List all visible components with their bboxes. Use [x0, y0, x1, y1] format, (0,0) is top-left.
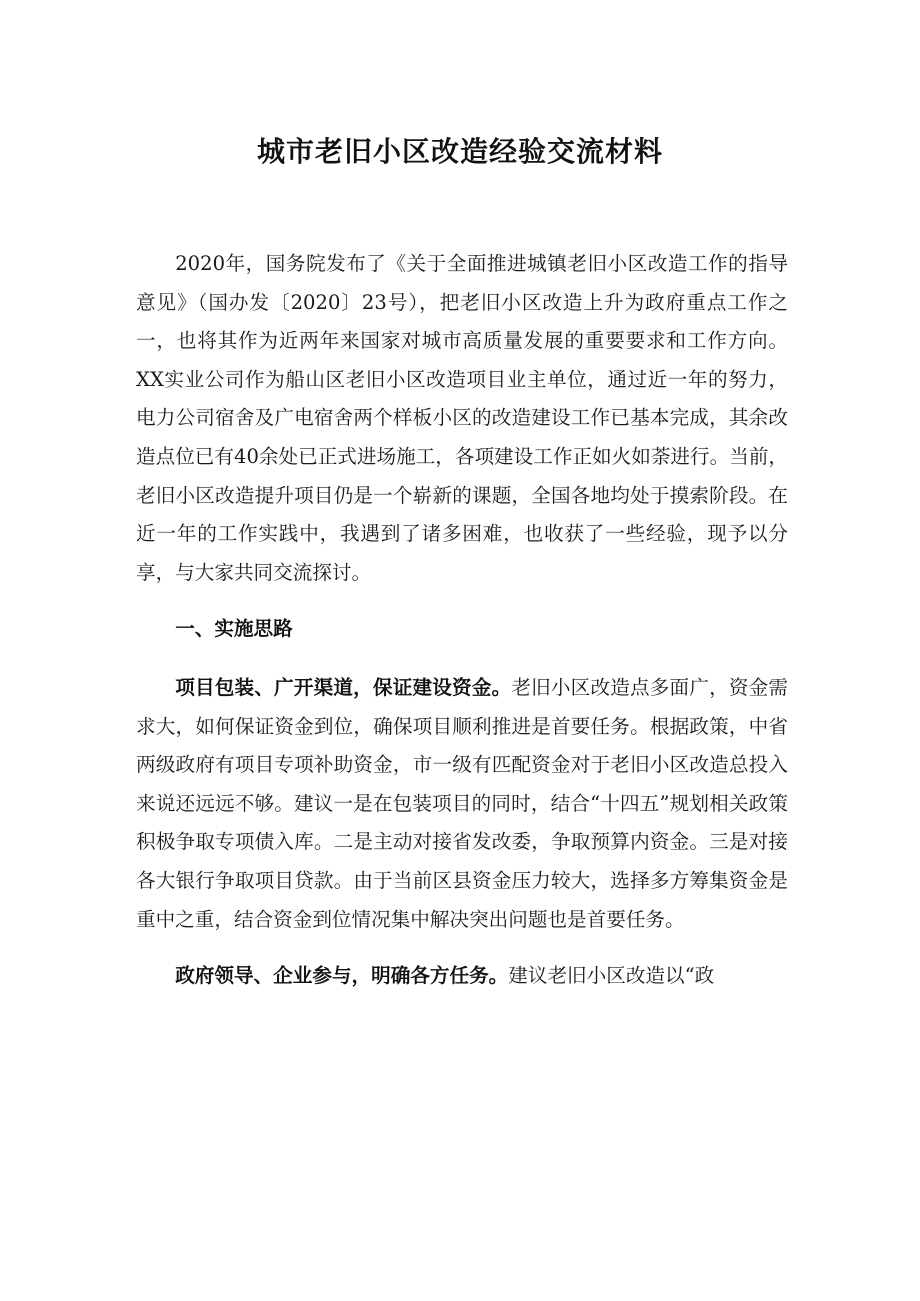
paragraph-roles-lead: 政府领导、企业参与，明确各方任务。 [175, 964, 509, 988]
paragraph-funding [136, 669, 788, 939]
intro-paragraph: 2020年，国务院发布了《关于全面推进城镇老旧小区改造工作的指导意见》（国办发〔2020〕23号），把老旧小区改造上升为政府重点工作之一，也将其作为近两年来国家对城市高质量发展的重要要求和工作方向。XX实业公司作为船山区老旧小区改造项目业主单位，通过近一年的努力，电力公司宿舍及广电宿舍两个样板小区的改造建设工作已基本完成，其余改造点位已有40余处已正式进场施工，各项建设工作正如火如荼进行。当前，老旧小区改造提升项目仍是一个崭新的课题，全国各地均处于摸索阶段。在近一年的工作实践中，我遇到了诸多困难，也收获了一些经验，现予以分享，与大家共同交流探讨。 [136, 252, 788, 584]
document-body [136, 245, 788, 996]
paragraph-roles [136, 957, 788, 996]
page-title: 城市老旧小区改造经验交流材料 [256, 135, 663, 168]
paragraph-funding-body: 老旧小区改造点多面广，资金需求大，如何保证资金到位，确保项目顺利推进是首要任务。根据政策，中省两级政府有项目专项补助资金，市一级有匹配资金对于老旧小区改造总投入来说还远远不够。建议一是在包装项目的同时，结合“十四五”规划相关政策积极争取专项债入库。二是主动对接省发改委，争取预算内资金。三是对接各大银行争取项目贷款。由于当前区县资金压力较大，选择多方筹集资金是重中之重，结合资金到位情况集中解决突出问题也是首要任务。 [136, 675, 789, 931]
paragraph-funding-lead: 项目包装、广开渠道，保证建设资金。 [175, 675, 512, 699]
section-heading-implementation: 一、实施思路 [175, 617, 293, 641]
paragraph-roles-body: 建议老旧小区改造以“政 [508, 964, 715, 988]
